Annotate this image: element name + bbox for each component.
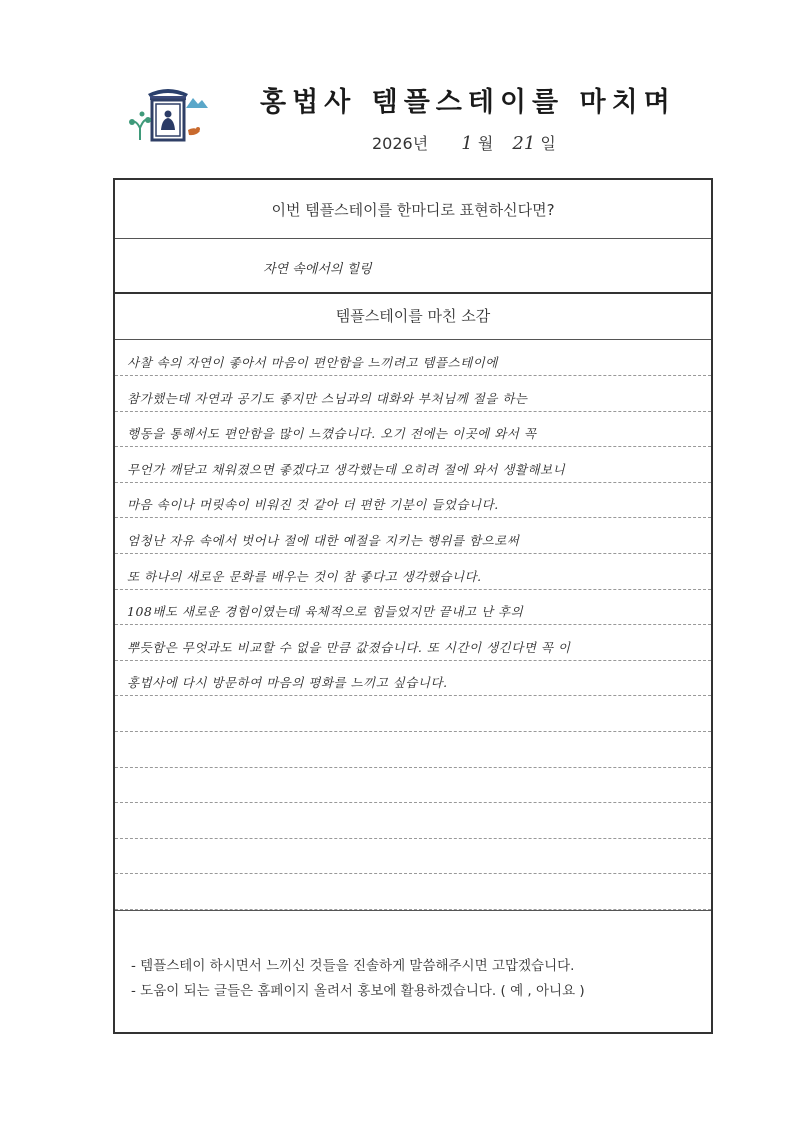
answer-row[interactable] [115, 238, 711, 294]
date [372, 131, 556, 154]
writing-line [115, 446, 711, 483]
writing-line [115, 375, 711, 412]
writing-line [115, 873, 711, 910]
note-promotion: - 도움이 되는 글들은 홈페이지 올려서 홍보에 활용하겠습니다. ( 예 , 아니요 ) [131, 983, 585, 999]
date-day: 21 [512, 133, 536, 154]
question-row [115, 180, 711, 239]
writing-line [115, 553, 711, 590]
writing-line [115, 766, 711, 803]
answer-text: 자연 속에서의 힐링 [263, 262, 372, 277]
writing-line [115, 624, 711, 661]
writing-line [115, 695, 711, 732]
page-title: 홍법사 템플스테이를 마치며 [260, 87, 676, 118]
writing-line [115, 802, 711, 839]
handwritten-text: 참가했는데 자연과 공기도 좋지만 스님과의 대화와 부처님께 절을 하는 [127, 390, 528, 406]
handwritten-text: 108배도 새로운 경험이였는데 육체적으로 힘들었지만 끝내고 난 후의 [127, 604, 524, 620]
handwritten-text: 엄청난 자유 속에서 벗어나 절에 대한 예절을 지키는 행위를 함으로써 [127, 533, 520, 548]
writing-line [115, 659, 711, 696]
impressions-heading-row [115, 292, 711, 340]
writing-line [115, 731, 711, 768]
date-month: 1 [461, 133, 473, 154]
impressions-heading: 템플스테이를 마친 소감 [335, 307, 491, 325]
writing-line [115, 588, 711, 625]
handwritten-text: 행동을 통해서도 편안함을 많이 느꼈습니다. 오기 전에는 이곳에 와서 꼭 [127, 426, 537, 442]
writing-line [115, 517, 711, 554]
date-year: 2026년 [372, 134, 429, 153]
notes-section [115, 910, 711, 1032]
note-honesty: - 템플스테이 하시면서 느끼신 것들을 진솔하게 말씀해주시면 고맙겠습니다. [131, 958, 575, 974]
writing-line [115, 410, 711, 447]
date-month-unit: 월 [477, 134, 494, 153]
feedback-form [113, 178, 713, 1034]
handwritten-text: 뿌듯함은 무엇과도 비교할 수 없을 만큼 값졌습니다. 또 시간이 생긴다면 꼭 이 [127, 639, 571, 655]
handwritten-text: 무언가 깨닫고 채워졌으면 좋겠다고 생각했는데 오히려 절에 와서 생활해보니 [127, 461, 566, 477]
writing-line [115, 339, 711, 376]
writing-line [115, 481, 711, 518]
writing-line [115, 837, 711, 874]
handwritten-text: 사찰 속의 자연이 좋아서 마음이 편안함을 느끼려고 템플스테이에 [127, 355, 498, 370]
date-day-unit: 일 [540, 134, 556, 153]
temple-logo-icon [126, 78, 210, 150]
handwritten-text: 또 하나의 새로운 문화를 배우는 것이 참 좋다고 생각했습니다. [127, 568, 482, 584]
handwritten-text: 마음 속이나 머릿속이 비워진 것 같아 더 편한 기분이 들었습니다. [127, 497, 499, 513]
handwritten-text: 홍법사에 다시 방문하여 마음의 평화를 느끼고 싶습니다. [127, 675, 448, 691]
question-label: 이번 템플스테이를 한마디로 표현하신다면? [271, 200, 555, 219]
